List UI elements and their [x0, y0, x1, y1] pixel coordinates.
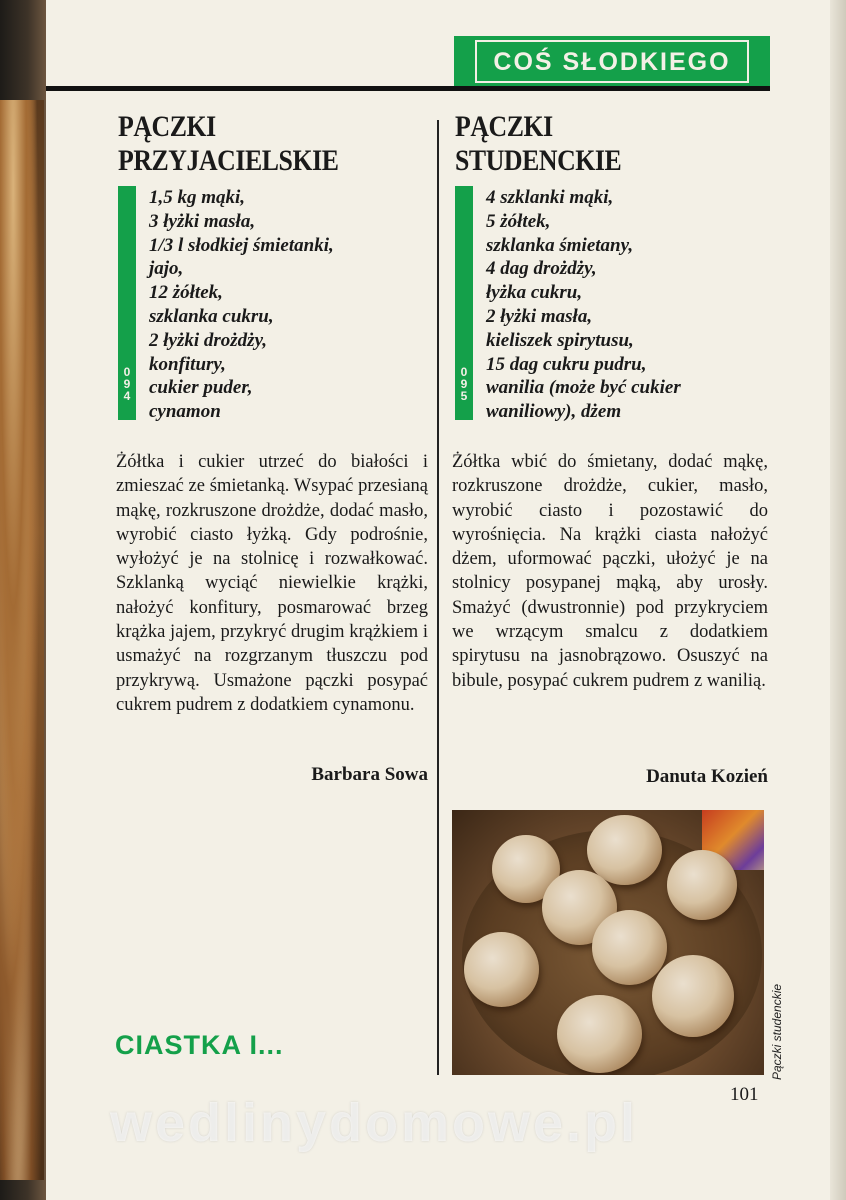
recipe-title-line: STUDENCKIE: [455, 144, 622, 177]
recipe-title-095: [455, 110, 621, 178]
ingredient: 1,5 kg mąki,: [149, 187, 246, 208]
ingredient: cynamon: [149, 401, 221, 423]
recipe-number: 0 9 4: [123, 365, 131, 403]
donuts-photo: [452, 810, 764, 1075]
donut: [464, 932, 539, 1007]
ingredient: szklanka śmietany,: [486, 234, 634, 256]
donut: [592, 910, 667, 985]
ingredient: szklanka cukru,: [149, 305, 274, 327]
section-title: COŚ SŁODKIEGO: [475, 40, 748, 83]
recipe-author-094: Barbara Sowa: [311, 764, 428, 785]
ingredient: wanilia (może być cukier: [486, 377, 681, 399]
recipe-title-line: PĄCZKI: [118, 110, 216, 143]
section-banner: [454, 36, 770, 86]
recipe-title-line: PĄCZKI: [455, 110, 553, 143]
photo-caption: Pączki studenckie: [770, 983, 784, 1080]
recipe-method-094: Żółtka i cukier utrzeć do białości i zmieszać ze śmietanką. Wsypać przesianą mąkę, rozkruszone drożdże, dodać masło, wyrobić ciasto łyżką. Gdy podrośnie, wyłożyć je na stolnicę i rozwałkować. Szklanką wyciąć niewielkie krążki, nałożyć konfitury, posmarować brzeg krążka jajem, przykryć drugim krążkiem i usmażyć na rozgrzanym tłuszczu pod przykrywą. Usmażone pączki posypać cukrem pudrem z dodatkiem cynamonu.: [116, 452, 428, 715]
ingredient: 3 łyżki masła,: [149, 210, 256, 232]
recipe-method-095: Żółtka wbić do śmietany, dodać mąkę, rozkruszone drożdże, cukier, masło, wyrobić ciasto i pozostawić do wyrośnięcia. Na krążki ciasta nałożyć dżem, uformować pączki, ułożyć je na stolnicy posypanej mąką, aby urosły. Smażyć (dwustronnie) pod przykryciem we wrzącym smalcu z dodatkiem spirytusu na jasnobrązowo. Osuszyć na bibule, posypać cukrem pudrem z wanilią.: [452, 452, 768, 691]
recipe-number: 0 9 5: [460, 365, 468, 403]
ingredient: 15 dag cukru pudru,: [486, 353, 647, 375]
donut: [652, 955, 734, 1037]
donut: [557, 995, 642, 1073]
donut: [667, 850, 737, 920]
recipe-title-094: [118, 110, 339, 178]
ingredient: cukier puder,: [149, 377, 253, 399]
adjacent-page-photo: [0, 100, 44, 1180]
column-divider: [437, 120, 439, 1075]
ingredient-list: [149, 186, 334, 424]
recipe-title-line: PRZYJACIELSKIE: [118, 144, 339, 177]
ingredient-list: [486, 186, 681, 424]
top-rule: [46, 86, 770, 91]
watermark: wedlinydomowe.pl: [110, 1093, 639, 1153]
ingredient: waniliowy), dżem: [486, 401, 622, 423]
ingredient: konfitury,: [149, 353, 226, 375]
ingredient: łyżka cukru,: [486, 282, 583, 304]
recipe-author-095: Danuta Kozień: [646, 766, 768, 787]
ingredient: 4 szklanki mąki,: [486, 187, 614, 208]
ingredient: 2 łyżki drożdży,: [149, 329, 268, 351]
ingredient: kieliszek spirytusu,: [486, 329, 634, 351]
ingredient: jajo,: [149, 258, 184, 280]
continues-heading: CIASTKA I...: [115, 1030, 284, 1060]
page-number: 101: [730, 1084, 759, 1105]
ingredient: 5 żółtek,: [486, 210, 551, 232]
ingredient: 12 żółtek,: [149, 282, 223, 304]
page-right-edge: [830, 0, 846, 1200]
ingredient: 4 dag drożdży,: [486, 258, 597, 280]
ingredient: 2 łyżki masła,: [486, 305, 593, 327]
ingredient: 1/3 l słodkiej śmietanki,: [149, 234, 334, 256]
